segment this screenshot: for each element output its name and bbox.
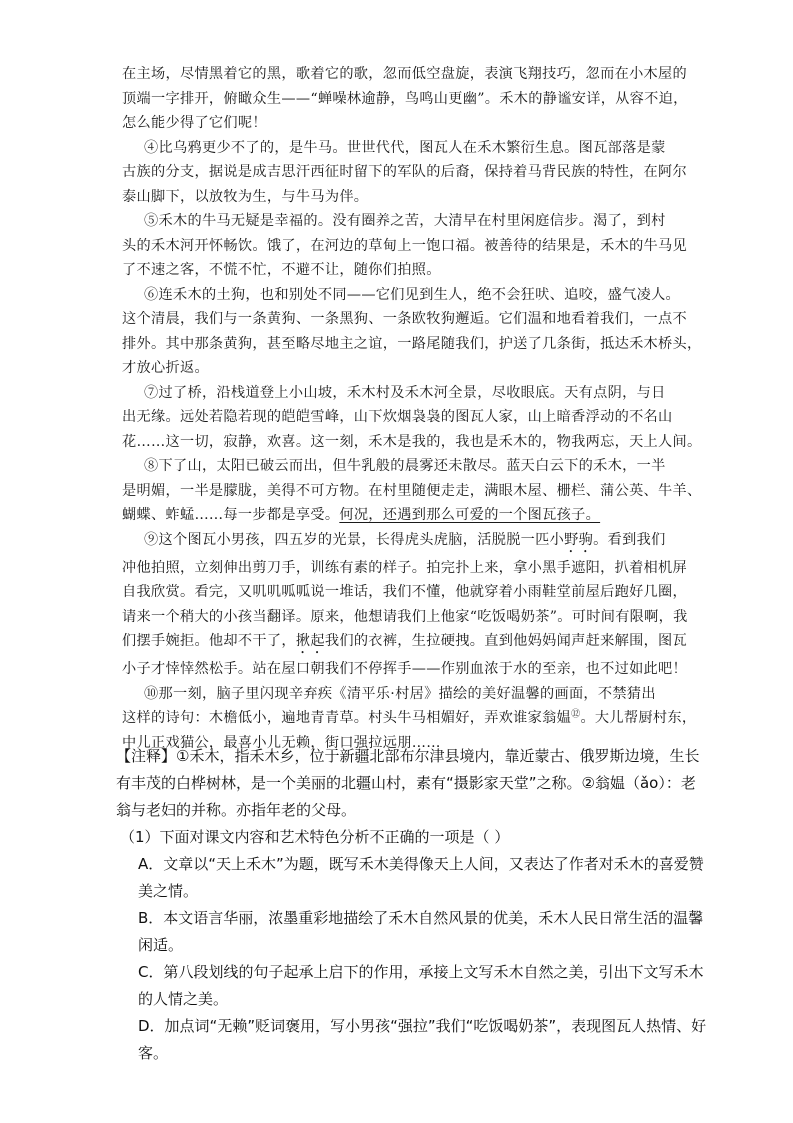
note-line: 翁与老妇的并称。亦指年老的父母。 <box>116 801 357 819</box>
paragraph-8-line <box>122 503 662 528</box>
paragraph-4-line: ④比乌鸦更少不了的，是牛马。世世代代，图瓦人在禾木繁衍生息。图瓦部落是蒙 <box>144 139 666 156</box>
paragraph-9-line: 冲他拍照，立刻伸出剪刀手，训练有素的样子。拍完扑上来，拿小黑手遮阳，扒着相机屏 <box>122 559 688 576</box>
paragraph-7-line: ⑦过了桥，沿栈道登上小山坡，禾木村及禾木河全景，尽收眼底。天有点阴，与日 <box>144 384 666 401</box>
paragraph-10-line: 中儿正戏猫公，最喜小儿无赖，街口强拉远朋…… <box>122 734 441 751</box>
passage-line: 在主场，尽情黑着它的黑，歌着它的歌，忽而低空盘旋，表演飞翔技巧，忽而在小木屋的 <box>122 66 688 82</box>
underlined-sentence: 何况，还遇到那么可爱的一个图瓦孩子。 <box>339 507 601 523</box>
dotted-word: 野驹 <box>564 531 594 548</box>
paragraph-8-line: 是明媚，一半是朦胧，美得不可方物。在村里随便走走，满眼木屋、栅栏、蒲公英、牛羊、 <box>122 482 702 499</box>
paragraph-9-line <box>122 629 688 657</box>
paragraph-8-line: ⑧下了山，太阳已破云而出，但牛乳般的晨雾还未散尽。蓝天白云下的禾木，一半 <box>144 458 666 474</box>
option-a-line: A．文章以“天上禾木”为题，既写禾木美得像天上人间，又表达了作者对禾木的喜爱赞 <box>138 855 704 873</box>
option-b-line: 闲适。 <box>138 936 184 954</box>
paragraph-9-text: ⑨这个图瓦小男孩，四五岁的光景，长得虎头虎脑，活脱脱一匹小 <box>144 531 565 548</box>
paragraph-9-text: 我们的衣裤，生拉硬拽。直到他妈妈闻声赶来解围，图瓦 <box>324 633 688 649</box>
option-d-line: D．加点词“无赖”贬词褒用，写小男孩“强拉”我们“吃饭喝奶茶”，表现图瓦人热情、好 <box>138 1017 707 1035</box>
paragraph-8-text: 蝴蝶、蚱蜢……每一步都是享受。 <box>122 507 340 523</box>
paragraph-9-line: 小子才悻悻然松手。站在屋口朝我们不停挥手——作别血浓于水的至亲，也不过如此吧！ <box>122 661 688 677</box>
paragraph-5-line: 了不速之客，不慌不忙，不避不让，随你们拍照。 <box>122 262 441 278</box>
option-b-line: B．本文语言华丽，浓墨重彩地描绘了禾木自然风景的优美，禾木人民日常生活的温馨 <box>138 909 704 927</box>
note-line: 【注释】①禾木，指禾木乡，位于新疆北部布尔津县境内，靠近蒙古、俄罗斯边境，生长 <box>116 747 700 765</box>
paragraph-9-line: 自我欣赏。看完，又叽叽呱呱说一堆话，我们不懂，他就穿着小雨鞋堂前屋后跑好几圈， <box>122 584 688 600</box>
paragraph-5-line: 头的禾木河开怀畅饮。饿了，在河边的草甸上一饱口福。被善待的结果是，禾木的牛马见 <box>122 237 688 254</box>
paragraph-9-line: 请来一个稍大的小孩当翻译。原来，他想请我们上他家“吃饭喝奶茶”。可时间有限啊，我 <box>122 608 688 625</box>
paragraph-9-line <box>122 528 666 556</box>
option-d-line: 客。 <box>138 1044 169 1062</box>
question-stem: （1）下面对课文内容和艺术特色分析不正确的一项是（ ） <box>120 828 510 846</box>
paragraph-9-text: 们摆手婉拒。他却不干了， <box>122 633 296 649</box>
notes-section <box>116 743 707 1067</box>
paragraph-6-line: 排外。其中那条黄狗，甚至略尽地主之谊，一路尾随我们，护送了几条街，抵达禾木桥头， <box>122 335 702 352</box>
paragraph-10-line <box>122 706 697 731</box>
paragraph-10-text: 。大儿帮厨村东， <box>580 710 697 726</box>
paragraph-9-text: 。看到我们 <box>593 531 666 548</box>
paragraph-6-line: 这个清晨，我们与一条黄狗、一条黑狗、一条欧牧狗邂逅。它们温和地看着我们，一点不 <box>122 311 688 327</box>
footnote-marker: ⑫ <box>571 709 581 720</box>
option-c-line: 的人情之美。 <box>138 990 229 1008</box>
paragraph-6-line: ⑥连禾木的土狗，也和别处不同——它们见到生人，绝不会狂吠、追咬，盛气凌人。 <box>144 286 681 303</box>
passage-line: 怎么能少得了它们呢！ <box>122 115 267 131</box>
option-c-line: C．第八段划线的句子起承上启下的作用，承接上文写禾木自然之美，引出下文写禾木 <box>138 963 704 981</box>
paragraph-5-line: ⑤禾木的牛马无疑是幸福的。没有圈养之苦，大清早在村里闲庭信步。渴了，到村 <box>144 213 666 229</box>
paragraph-10-line: ⑩那一刻，脑子里闪现辛弃疾《清平乐·村居》描绘的美好温馨的画面，不禁猜出 <box>144 685 656 702</box>
option-a-line: 美之情。 <box>138 882 199 900</box>
paragraph-4-line: 泰山脚下，以放牧为生，与牛马为伴。 <box>122 188 369 205</box>
passage-line: 顶端一字排开，俯瞰众生——“蝉噪林逾静，鸟鸣山更幽”。禾木的静谧安详，从容不迫， <box>122 90 688 107</box>
paragraph-10-text: 这样的诗句：木檐低小，遍地青青草。村头牛马相媚好，弄欢谁家翁媪 <box>122 710 572 726</box>
paragraph-7-line: 花……这一切，寂静，欢喜。这一刻，禾木是我的，我也是禾木的，物我两忘，天上人间。 <box>122 433 702 450</box>
paragraph-4-line: 古族的分支，据说是成吉思汗西征时留下的军队的后裔，保持着马背民族的特性，在阿尔 <box>122 164 688 180</box>
passage-body <box>122 62 702 755</box>
paragraph-7-line: 出无缘。远处若隐若现的皑皑雪峰，山下炊烟袅袅的图瓦人家，山上暗香浮动的不名山 <box>122 409 673 425</box>
note-line: 有丰茂的白桦树林，是一个美丽的北疆山村，素有“摄影家天堂”之称。②翁媪（ǎo）：老 <box>116 774 696 792</box>
dotted-word: 揪起 <box>295 633 325 649</box>
paragraph-6-line: 才放心折返。 <box>122 360 209 376</box>
